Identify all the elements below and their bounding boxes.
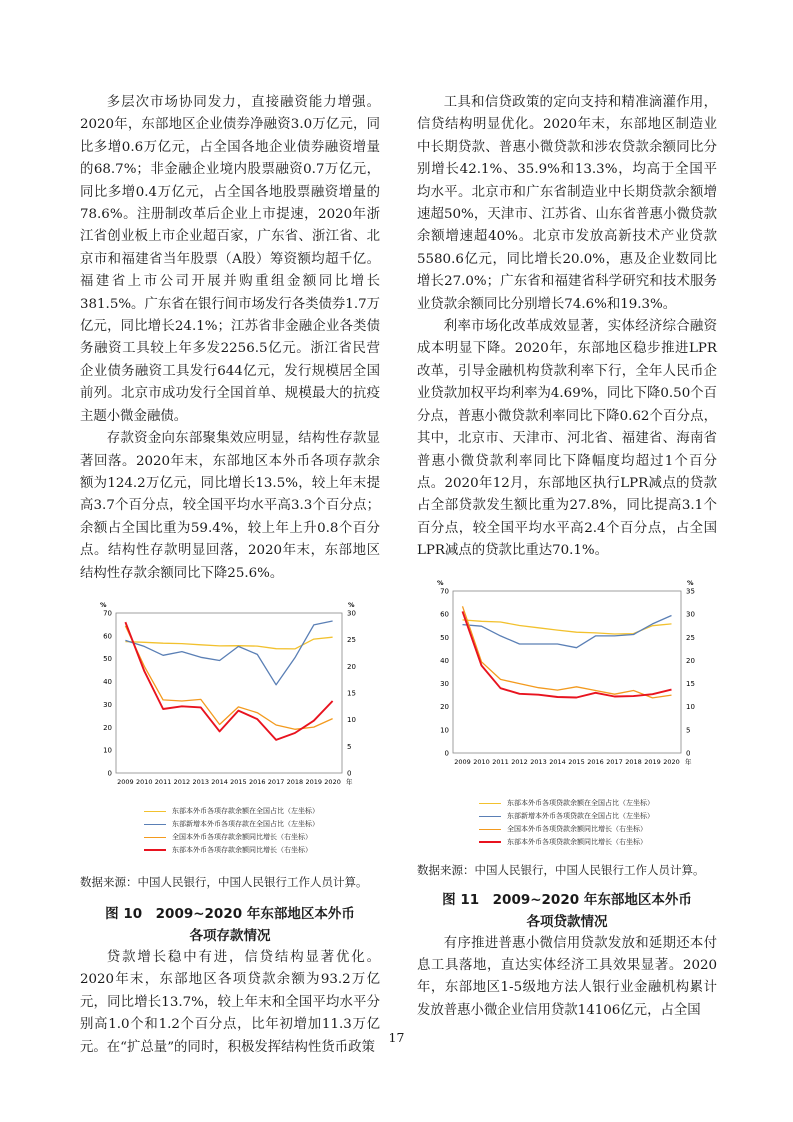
x-tick-label: 2015 bbox=[230, 777, 247, 786]
paragraph-credit-structure: 工具和信贷政策的定向支持和精准滴灌作用，信贷结构明显优化。2020年末，东部地区制造业中长期贷款、普惠小微贷款和涉农贷款余额同比分别增长42.1%、35.9%和13.3%，均高于全国平均水平。北京市和广东省制造业中长期贷款余额增速超50%，天津市、江苏省、山东省普惠小微贷款余额增速超40%。北京市发放高新技术产业贷款5580.6亿元，同比增长20.0%，惠及企业数同比增长27.0%；广东省和福建省科学研究和技术服务业贷款余额同比分别增长74.6%和19.3%。 bbox=[417, 95, 717, 312]
left-column bbox=[80, 92, 380, 1059]
figure-10-title-line2: 各项存款情况 bbox=[189, 927, 271, 944]
right-tick-label: 0 bbox=[686, 749, 691, 758]
figure-11 bbox=[417, 577, 717, 933]
legend-item bbox=[479, 797, 654, 810]
legend-label: 东部本外币各项贷款余额在全国占比（左坐标） bbox=[507, 799, 654, 808]
legend-swatch bbox=[479, 803, 501, 804]
x-tick-label: 2018 bbox=[625, 757, 642, 766]
right-tick-label: 10 bbox=[686, 702, 695, 711]
right-tick-label: 15 bbox=[347, 689, 356, 698]
right-tick-label: 25 bbox=[347, 636, 356, 645]
right-column bbox=[417, 92, 717, 1022]
deposits-legend bbox=[144, 805, 319, 857]
legend-label: 东部本外币各项存款余额在全国占比（左坐标） bbox=[172, 807, 319, 816]
legend-swatch bbox=[144, 824, 166, 825]
left-tick-label: 50 bbox=[103, 655, 112, 664]
left-tick-label: 30 bbox=[440, 679, 449, 688]
left-tick-label: 0 bbox=[444, 749, 449, 758]
x-tick-label: 2011 bbox=[154, 777, 172, 786]
left-tick-label: 20 bbox=[103, 723, 112, 732]
figure-10-title-line1: 图 10 2009~2020 年东部地区本外币 bbox=[105, 905, 355, 922]
legend-item bbox=[479, 823, 654, 836]
left-tick-label: 70 bbox=[440, 587, 449, 596]
legend-swatch bbox=[479, 816, 501, 817]
left-axis-unit: % bbox=[437, 578, 444, 587]
right-tick-label: 10 bbox=[347, 716, 356, 725]
left-tick-label: 40 bbox=[103, 678, 112, 687]
series-line-4 bbox=[463, 611, 672, 697]
right-tick-label: 30 bbox=[347, 609, 356, 618]
legend-item bbox=[144, 844, 319, 857]
right-tick-label: 20 bbox=[686, 656, 695, 665]
legend-item bbox=[144, 805, 319, 818]
figure-10 bbox=[80, 599, 380, 947]
x-axis-unit: 年 bbox=[346, 777, 353, 786]
x-tick-label: 2013 bbox=[530, 757, 547, 766]
right-axis-unit: % bbox=[687, 578, 694, 587]
right-tick-label: 5 bbox=[686, 725, 691, 734]
legend-swatch bbox=[479, 829, 501, 830]
x-tick-label: 2020 bbox=[324, 777, 341, 786]
x-tick-label: 2011 bbox=[492, 757, 509, 766]
x-tick-label: 2015 bbox=[568, 757, 585, 766]
left-tick-label: 10 bbox=[440, 725, 449, 734]
right-tick-label: 35 bbox=[686, 587, 695, 596]
left-tick-label: 50 bbox=[440, 633, 449, 642]
right-tick-label: 15 bbox=[686, 679, 695, 688]
paragraph-inclusive-loans: 有序推进普惠小微信用贷款发放和延期还本付息工具落地，直达实体经济工具效果显著。2020年，东部地区1-5级地方法人银行业金融机构累计发放普惠小微企业信用贷款14106亿元，占全国 bbox=[417, 935, 717, 1018]
left-tick-label: 10 bbox=[103, 746, 112, 755]
loans-legend bbox=[479, 797, 654, 849]
x-tick-label: 2010 bbox=[135, 777, 153, 786]
x-tick-label: 2014 bbox=[211, 777, 228, 786]
figure-10-source: 数据来源：中国人民银行，中国人民银行工作人员计算。 bbox=[80, 874, 368, 889]
legend-label: 东部新增本外币各项存款在全国占比（左坐标） bbox=[172, 820, 319, 829]
x-tick-label: 2017 bbox=[606, 757, 623, 766]
legend-label: 东部本外币各项贷款余额同比增长（右坐标） bbox=[507, 838, 647, 847]
legend-label: 东部新增本外币各项贷款在全国占比（左坐标） bbox=[507, 812, 654, 821]
x-tick-label: 2013 bbox=[192, 777, 210, 786]
figure-11-title-line1: 图 11 2009~2020 年东部地区本外币 bbox=[442, 891, 692, 908]
right-tick-label: 30 bbox=[686, 610, 695, 619]
legend-swatch bbox=[144, 837, 166, 838]
x-tick-label: 2019 bbox=[644, 757, 661, 766]
legend-label: 全国本外币各项贷款余额同比增长（右坐标） bbox=[507, 825, 647, 834]
legend-item bbox=[144, 831, 319, 844]
x-tick-label: 2016 bbox=[587, 757, 604, 766]
x-tick-label: 2012 bbox=[511, 757, 528, 766]
left-tick-label: 40 bbox=[440, 656, 449, 665]
left-tick-label: 20 bbox=[440, 702, 449, 711]
x-tick-label: 2018 bbox=[286, 777, 304, 786]
legend-label: 全国本外币各项存款余额同比增长（右坐标） bbox=[172, 833, 312, 842]
deposits-chart bbox=[80, 599, 380, 795]
series-line-2 bbox=[125, 621, 332, 685]
left-tick-label: 60 bbox=[440, 610, 449, 619]
legend-item bbox=[479, 810, 654, 823]
x-tick-label: 2009 bbox=[454, 757, 471, 766]
paragraph-direct-financing: 多层次市场协同发力，直接融资能力增强。2020年，东部地区企业债券净融资3.0万亿元，同比多增0.6万亿元，占全国各地企业债券融资增量的68.7%；非金融企业境内股票融资0.7万亿元，同比多增0.4万亿元，占全国各地股票融资增量的78.6%。注册制改革后企业上市提速，2020年浙江省创业板上市企业超百家，广东省、浙江省、北京市和福建省当年股票（A股）筹资额均超千亿。福建省上市公司开展并购重组金额同比增长381.5%。广东省在银行间市场发行各类债券1.7万亿元，同比增长24.1%；江苏省非金融企业各类债务融资工具较上年多发2256.5亿元。浙江省民营企业债务融资工具发行644亿元，发行规模居全国前列。北京市成功发行全国首单、规模最大的抗疫主题小微金融债。 bbox=[80, 95, 380, 424]
left-axis-unit: % bbox=[100, 600, 107, 609]
legend-item bbox=[144, 818, 319, 831]
x-tick-label: 2019 bbox=[305, 777, 323, 786]
left-tick-label: 30 bbox=[103, 700, 112, 709]
paragraph-interest-rate: 利率市场化改革成效显著，实体经济综合融资成本明显下降。2020年，东部地区稳步推进LPR改革，引导金融机构贷款利率下行，全年人民币企业贷款加权平均利率为4.69%，同比下降0.50个百分点，普惠小微贷款利率同比下降0.62个百分点，其中，北京市、天津市、河北省、福建省、海南省普惠小微贷款利率同比下降幅度均超过1个百分点。2020年12月，东部地区执行LPR减点的贷款占全部贷款发生额比重为27.8%，同比提高3.1个百分点，较全国平均水平高2.4个百分点，占全国LPR减点的贷款比重达70.1%。 bbox=[417, 319, 717, 559]
series-line-3 bbox=[463, 606, 672, 698]
left-tick-label: 70 bbox=[103, 609, 112, 618]
x-tick-label: 2020 bbox=[663, 757, 680, 766]
x-tick-label: 2014 bbox=[549, 757, 566, 766]
plot-frame bbox=[116, 613, 342, 773]
x-tick-label: 2012 bbox=[173, 777, 191, 786]
legend-swatch bbox=[144, 811, 166, 812]
x-tick-label: 2017 bbox=[267, 777, 285, 786]
left-tick-label: 60 bbox=[103, 632, 112, 641]
figure-11-source: 数据来源：中国人民银行，中国人民银行工作人员计算。 bbox=[417, 862, 705, 877]
page-number: 17 bbox=[388, 1030, 405, 1045]
paragraph-loans: 贷款增长稳中有进，信贷结构显著优化。2020年末，东部地区各项贷款余额为93.2万亿元，同比增长13.7%，较上年末和全国平均水平分别高1.0个和1.2个百分点，比年初增加11.3万亿元。在“扩总量”的同时，积极发挥结构性货币政策 bbox=[80, 949, 380, 1055]
legend-swatch bbox=[144, 849, 166, 851]
left-tick-label: 0 bbox=[107, 769, 112, 778]
series-line-3 bbox=[125, 626, 332, 730]
x-tick-label: 2009 bbox=[117, 777, 134, 786]
x-tick-label: 2010 bbox=[473, 757, 490, 766]
right-tick-label: 20 bbox=[347, 662, 356, 671]
figure-11-title-line2: 各项贷款情况 bbox=[526, 913, 608, 930]
right-axis-unit: % bbox=[348, 600, 355, 609]
legend-item bbox=[479, 836, 654, 849]
loans-chart bbox=[417, 577, 717, 777]
right-tick-label: 5 bbox=[347, 742, 352, 751]
series-line-4 bbox=[125, 622, 332, 740]
right-tick-label: 0 bbox=[347, 769, 352, 778]
paragraph-deposits: 存款资金向东部聚集效应明显，结构性存款显著回落。2020年末，东部地区本外币各项存款余额为124.2万亿元，同比增长13.5%，较上年末提高3.7个百分点，较全国平均水平高3.3个百分点；余额占全国比重为59.4%，较上年上升0.8个百分点。结构性存款明显回落，2020年末，东部地区结构性存款余额同比下降25.6%。 bbox=[80, 431, 380, 581]
legend-label: 东部本外币各项存款余额同比增长（右坐标） bbox=[172, 846, 312, 855]
x-tick-label: 2016 bbox=[248, 777, 266, 786]
x-axis-unit: 年 bbox=[685, 757, 692, 766]
legend-swatch bbox=[479, 841, 501, 843]
right-tick-label: 25 bbox=[686, 633, 695, 642]
